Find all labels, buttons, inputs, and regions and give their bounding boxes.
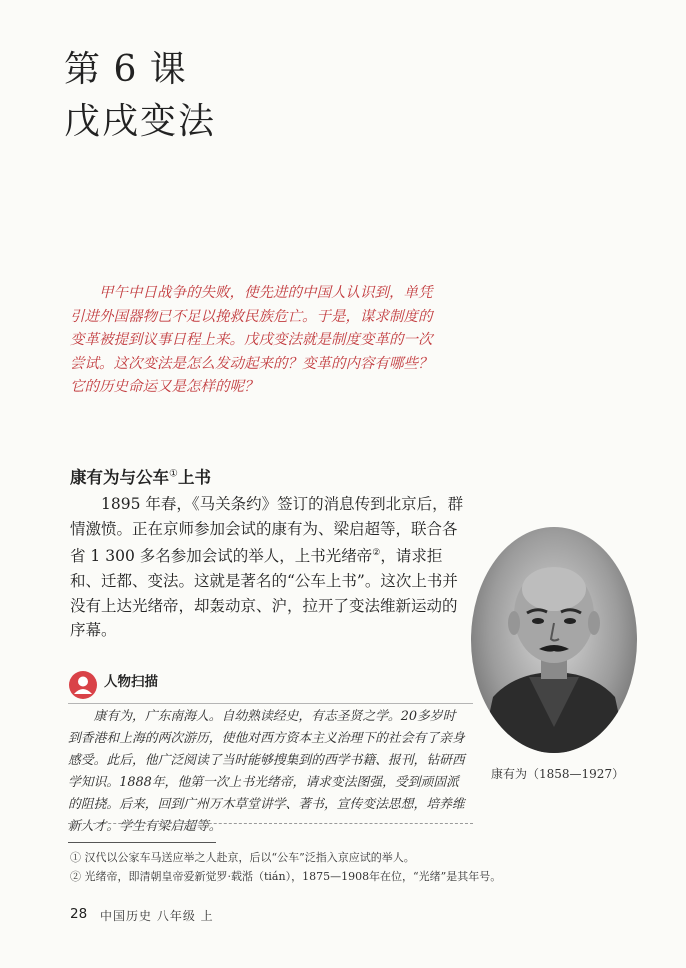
- lesson-number: 第 6 课: [64, 49, 187, 90]
- footnote-1: ① 汉代以公家车马送应举之人赴京，后以“公车”泛指入京应试的举人。: [70, 851, 415, 864]
- footnote-divider: [68, 842, 216, 843]
- photo-caption: 康有为（1858—1927）: [491, 767, 625, 781]
- portrait-photo: [471, 527, 637, 753]
- portrait-illustration: [471, 527, 637, 753]
- footnote-2: ② 光绪帝，即清朝皇帝爱新觉罗·载湉（tián），1875—1908年在位，“光绪”是其年号。: [70, 870, 502, 883]
- page-number: 28: [70, 906, 88, 922]
- section-heading-text: 康有为与公车: [70, 468, 169, 487]
- paragraph-part-2: ，请求拒和、迁都、变法。这就是著名的“公车上书”。这次上书并没有上达光绪帝，却轰动京、沪，拉开了变法维新运动的序幕。: [70, 547, 458, 640]
- footnote-marker-1: ①: [169, 468, 178, 480]
- section-paragraph: [70, 492, 468, 643]
- profile-bottom-divider: [68, 823, 473, 824]
- paragraph-part-1: 1895 年春，《马关条约》签订的消息传到北京后，群情激愤。正在京师参加会试的康有为、梁启超等，联合各省 1 300 多名参加会试的举人，上书光绪帝: [70, 495, 464, 566]
- section-heading-text-end: 上书: [177, 468, 211, 487]
- lesson-title: 戊戌变法: [64, 101, 217, 142]
- footnote-marker-2: ②: [372, 548, 381, 559]
- lesson-intro: 甲午中日战争的失败，使先进的中国人认识到，单凭引进外国器物已不足以挽救民族危亡。于是，谋求制度的变革被提到议事日程上来。戊戌变法就是制度变革的一次尝试。这次变法是怎么发动起来的？变革的内容有哪些？它的历史命运又是怎样的呢？: [70, 285, 433, 395]
- book-title: 中国历史 八年级 上: [100, 909, 214, 923]
- profile-title: 人物扫描: [104, 674, 158, 690]
- profile-divider: [68, 703, 473, 704]
- profile-text: 康有为，广东南海人。自幼熟读经史，有志圣贤之学。20多岁时到香港和上海的两次游历，使他对西方资本主义治理下的社会有了亲身感受。此后，他广泛阅读了当时能够搜集到的西学书籍、报刊，钻研西学知识。1888年，他第一次上书光绪帝，请求变法图强，受到顽固派的阻挠。后来，回到广州万木草堂讲学、著书，宣传变法思想，培养维新人才。学生有梁启超等。: [68, 709, 465, 834]
- section-heading: [70, 464, 211, 488]
- person-icon: [68, 670, 98, 700]
